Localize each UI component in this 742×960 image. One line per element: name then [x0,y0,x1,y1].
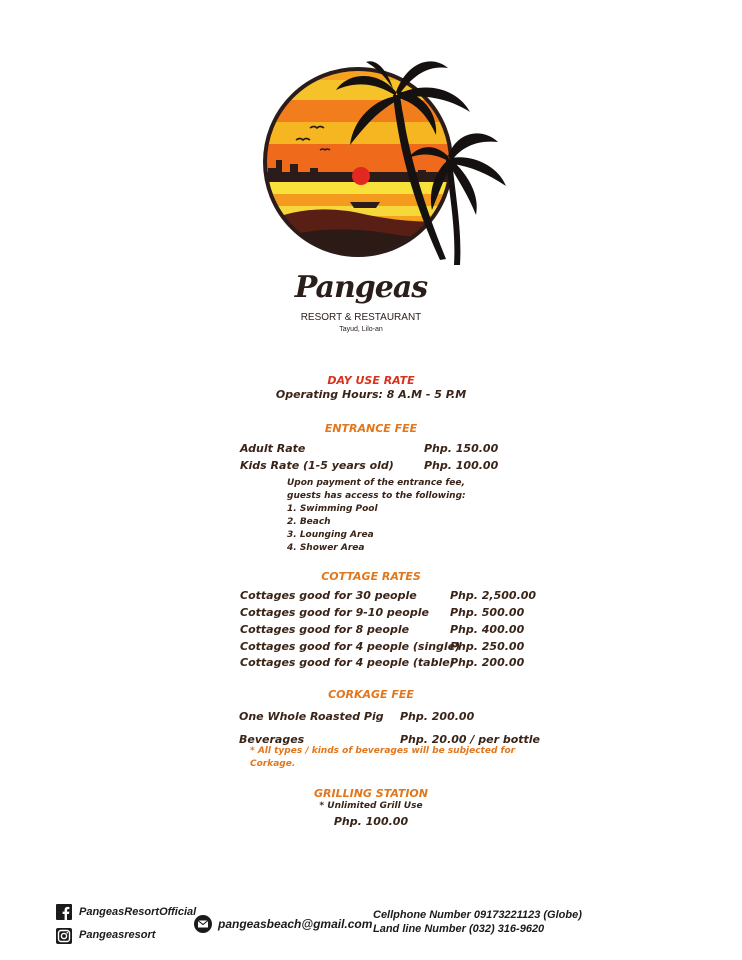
cottage-row-price: Php. 250.00 [450,640,525,653]
cottage-row-label: Cottages good for 8 people [240,623,410,636]
facebook-handle[interactable]: PangeasResortOfficial [79,906,197,918]
corkage-beverage-label: Beverages [239,733,305,746]
email-icon[interactable] [194,915,212,933]
entrance-adult-label: Adult Rate [240,442,306,455]
day-use-title: DAY USE RATE [327,374,415,387]
cottage-row-price: Php. 500.00 [450,606,525,619]
corkage-beverage-price: Php. 20.00 / per bottle [400,733,541,746]
brand-location: Tayud, Lilo-an [339,326,383,333]
entrance-kids-label: Kids Rate (1-5 years old) [240,459,394,472]
entrance-note-line: Upon payment of the entrance fee, [287,478,465,488]
entrance-amenity-item: 4. Shower Area [287,543,365,553]
grill-note: * Unlimited Grill Use [319,801,423,811]
entrance-kids-price: Php. 100.00 [424,459,499,472]
entrance-adult-price: Php. 150.00 [424,442,499,455]
cottage-row-price: Php. 400.00 [450,623,525,636]
resort-logo-illustration [258,50,528,270]
operating-hours: Operating Hours: 8 A.M - 5 P.M [275,388,467,401]
cottage-row-label: Cottages good for 30 people [240,589,417,602]
cottage-title: COTTAGE RATES [321,570,421,583]
entrance-title: ENTRANCE FEE [324,422,418,435]
corkage-pig-price: Php. 200.00 [400,710,475,723]
corkage-note: * All types / kinds of beverages will be subjected for [250,746,516,756]
brand-name: Pangeas [294,270,428,305]
corkage-title: CORKAGE FEE [328,688,414,701]
corkage-pig-label: One Whole Roasted Pig [239,710,384,723]
email-address[interactable]: pangeasbeach@gmail.com [218,917,373,931]
entrance-note-line: guests has access to the following: [287,491,466,501]
cottage-row-price: Php. 200.00 [450,656,525,669]
entrance-amenity-item: 1. Swimming Pool [287,504,378,514]
cottage-row-price: Php. 2,500.00 [450,589,537,602]
corkage-note: Corkage. [250,759,296,769]
landline-number: Land line Number (032) 316-9620 [373,923,545,935]
grill-title: GRILLING STATION [314,787,428,800]
entrance-amenity-item: 3. Lounging Area [287,530,374,540]
entrance-amenity-item: 2. Beach [287,517,331,527]
cottage-row-label: Cottages good for 4 people (single) [240,640,461,653]
cottage-row-label: Cottages good for 4 people (table) [240,656,455,669]
cottage-row-label: Cottages good for 9-10 people [240,606,429,619]
cellphone-number: Cellphone Number 09173221123 (Globe) [373,909,582,921]
facebook-icon[interactable] [56,904,72,920]
instagram-icon[interactable] [56,928,72,944]
grill-price: Php. 100.00 [333,815,409,828]
instagram-handle[interactable]: Pangeasresort [79,929,156,941]
brand-subtitle: RESORT & RESTAURANT [300,312,422,323]
